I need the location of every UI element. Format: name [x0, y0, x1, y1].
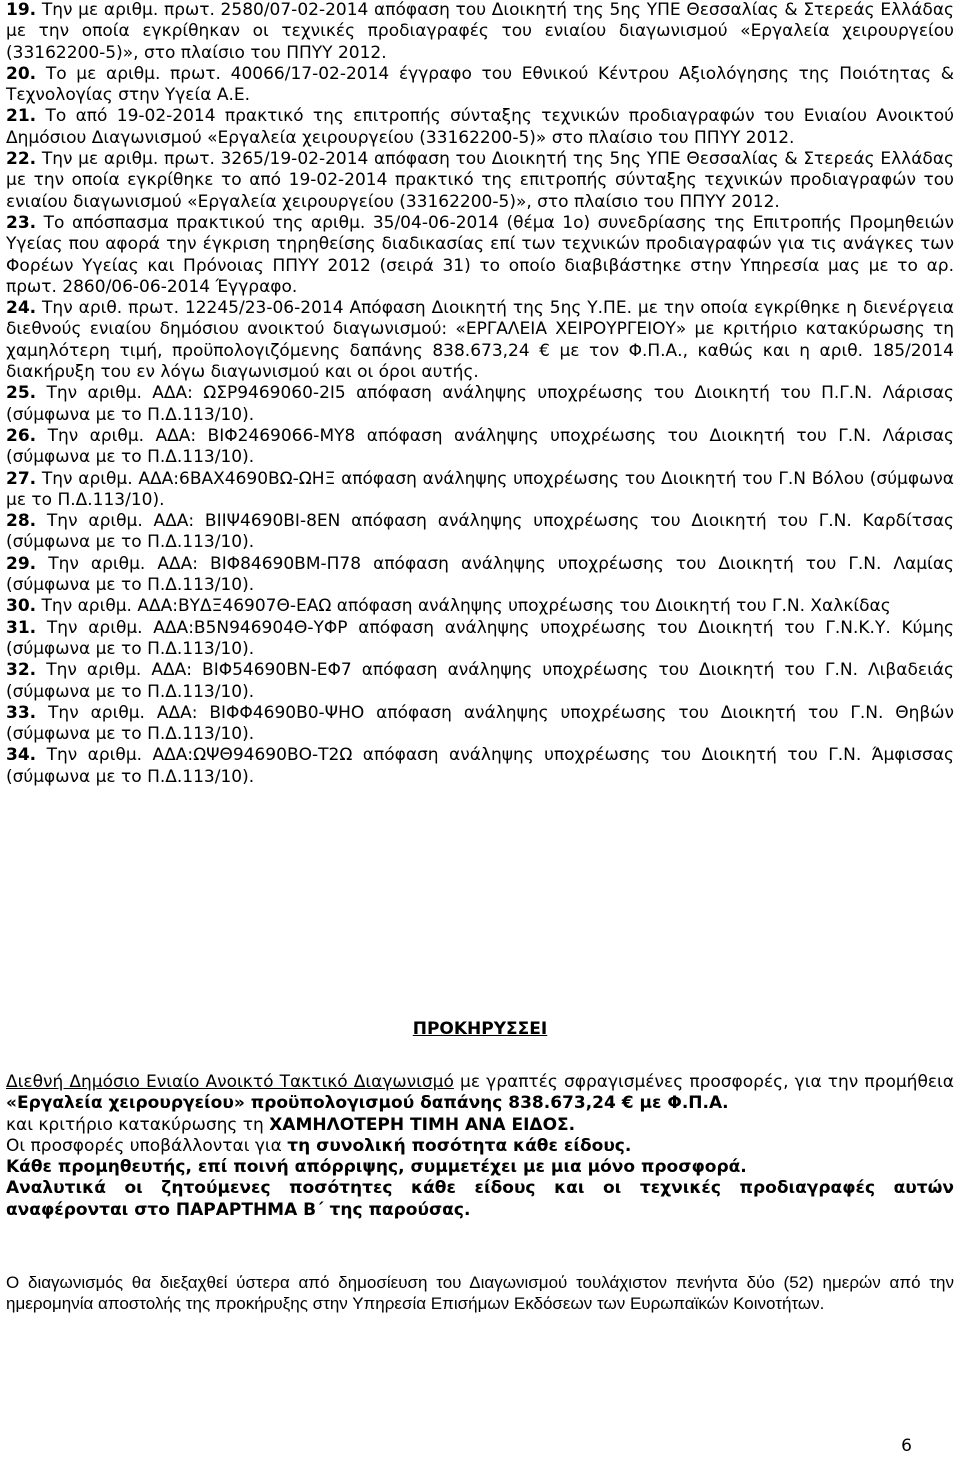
- list-item: [6, 106, 954, 149]
- item-text: Την με αριθμ. πρωτ. 3265/19-02-2014 απόφαση του Διοικητή της 5ης ΥΠΕ Θεσσαλίας & Στερεάς Ελλάδας με την οποία εγκρίθηκε το από 19-02-2014 πρακτικό της επιτροπής σύνταξης τεχνικών προδιαγραφών του ενιαίου διαγωνισμού «Εργαλεία χειρουργείου (33162200-5)», στο πλαίσιο του ΠΠΥΥ 2012.: [6, 149, 954, 212]
- considerations-list: [6, 0, 954, 788]
- quantity-value: τη συνολική ποσότητα κάθε είδους.: [287, 1135, 632, 1156]
- list-item: [6, 426, 954, 469]
- list-item: [6, 64, 954, 107]
- item-number: 33.: [6, 702, 37, 723]
- final-paragraph: Ο διαγωνισμός θα διεξαχθεί ύστερα από δημοσίευση του Διαγωνισμού τουλάχιστον πενήντα δύο (52) ημερών από την ημερομηνία αποστολής της προκήρυξης στην Υπηρεσία Επισήμων Εκδόσεων των Ευρωπαϊκών Κοινοτήτων.: [6, 1273, 954, 1314]
- criterion-text: και κριτήριο κατακύρωσης τη: [6, 1114, 270, 1135]
- page-number: 6: [901, 1436, 912, 1456]
- proclamation-paragraph: [6, 1136, 954, 1157]
- item-number: 25.: [6, 383, 37, 404]
- item-number: 29.: [6, 553, 37, 574]
- proclamation-paragraph: [6, 1115, 954, 1136]
- item-text: Το απόσπασμα πρακτικού της αριθμ. 35/04-06-2014 (θέμα 1ο) συνεδρίασης της Επιτροπής Προμηθειών Υγείας που αφορά την έγκριση τηρηθείσης διαδικασίας επί των τεχνικών προδιαγραφών για τις ανάγκες των Φορέων Υγείας και Πρόνοιας ΠΠΥΥ 2012 (σειρά 31) το οποίο διαβιβάστηκε στην Υπηρεσία μας με το αρ. πρωτ. 2860/06-06-2014 Έγγραφο.: [6, 212, 955, 297]
- list-item: [6, 469, 954, 512]
- list-item: [6, 213, 954, 298]
- item-text: Την με αριθμ. πρωτ. 2580/07-02-2014 απόφαση του Διοικητή της 5ης ΥΠΕ Θεσσαλίας & Στερεάς Ελλάδας με την οποία εγκρίθηκαν οι τεχνικές προδιαγραφές του ενιαίου διαγωνισμού «Εργαλεία χειρουργείου (33162200-5)», στο πλαίσιο του ΠΠΥΥ 2012.: [6, 0, 954, 63]
- item-text: Το από 19-02-2014 πρακτικό της επιτροπής σύνταξης τεχνικών προδιαγραφών του Ενιαίου Ανοικτού Δημόσιου Διαγωνισμού «Εργαλεία χειρουργείου (33162200-5)» στο πλαίσιο του ΠΠΥΥ 2012.: [6, 106, 955, 148]
- list-item: [6, 745, 954, 788]
- proclamation-heading: ΠΡΟΚΗΡΥΣΣΕΙ: [412, 1019, 548, 1039]
- list-item: [6, 596, 954, 617]
- item-number: 26.: [6, 425, 37, 446]
- list-item: [6, 618, 954, 661]
- list-item: [6, 383, 954, 426]
- list-item: [6, 0, 954, 64]
- item-number: 28.: [6, 511, 37, 532]
- item-text: Την αριθμ. ΑΔΑ:ΩΨΘ94690ΒΟ-Τ2Ω απόφαση ανάληψης υποχρέωσης του Διοικητή του Γ.Ν. Άμφισσας (σύμφωνα με το Π.Δ.113/10).: [6, 745, 955, 787]
- item-text: Την αριθμ. ΑΔΑ: ΒΙΙΨ4690ΒΙ-8ΕΝ απόφαση ανάληψης υποχρέωσης του Διοικητή του Γ.Ν. Καρδίτσας (σύμφωνα με το Π.Δ.113/10).: [6, 511, 955, 553]
- item-number: 22.: [6, 149, 37, 170]
- quantity-text: Οι προσφορές υποβάλλονται για: [6, 1135, 288, 1156]
- item-text: Το με αριθμ. πρωτ. 40066/17-02-2014 έγγραφο του Εθνικού Κέντρου Αξιολόγησης της Ποιότητας & Τεχνολογίας στην Υγεία Α.Ε.: [6, 63, 955, 106]
- list-item: [6, 660, 954, 703]
- list-item: [6, 298, 954, 383]
- proclamation-body: [6, 1072, 954, 1221]
- item-number: 32.: [6, 660, 37, 681]
- item-text: Την αριθ. πρωτ. 12245/23-06-2014 Απόφαση Διοικητή της 5ης Υ.ΠΕ. με την οποία εγκρίθηκε η διενέργεια διεθνούς ενιαίου δημόσιου ανοικτού διαγωνισμού: «ΕΡΓΑΛΕΙΑ ΧΕΙΡΟΥΡΓΕΙΟΥ» με κριτήριο κατακύρωσης τη χαμηλότερη τιμή, προϋπολογιζόμενης δαπάνης 838.673,24 € με τον Φ.Π.Α., καθώς και η αριθ. 185/2014 διακήρυξη του εν λόγω διαγωνισμού και οι όροι αυτής.: [6, 298, 954, 383]
- item-number: 20.: [6, 63, 37, 84]
- tender-text: με γραπτές σφραγισμένες προσφορές, για την προμήθεια: [453, 1072, 954, 1092]
- proclamation-paragraph: Αναλυτικά οι ζητούμενες ποσότητες κάθε είδους και οι τεχνικές προδιαγραφές αυτών αναφέρονται στο ΠΑΡΑΡΤΗΜΑ Β΄ της παρούσας.: [6, 1178, 954, 1220]
- item-number: 19.: [6, 0, 37, 20]
- criterion-value: ΧΑΜΗΛΟΤΕΡΗ ΤΙΜΗ ΑΝΑ ΕΙΔΟΣ.: [269, 1114, 576, 1135]
- item-number: 31.: [6, 617, 37, 638]
- item-text: Την αριθμ. ΑΔΑ: ΒΙΦ2469066-ΜΥ8 απόφαση ανάληψης υποχρέωσης του Διοικητή του Γ.Ν. Λάρισας (σύμφωνα με το Π.Δ.113/10).: [6, 425, 955, 468]
- list-item: [6, 703, 954, 746]
- list-item: [6, 554, 954, 597]
- item-number: 30.: [6, 596, 37, 617]
- tender-type: Διεθνή Δημόσιο Ενιαίο Ανοικτό Τακτικό Διαγωνισμό: [6, 1072, 454, 1092]
- item-text: Την αριθμ. ΑΔΑ:Β5Ν946904Θ-ΥΦΡ απόφαση ανάληψης υποχρέωσης του Διοικητή του Γ.Ν.Κ.Υ. Κύμης (σύμφωνα με το Π.Δ.113/10).: [6, 617, 954, 659]
- item-number: 34.: [6, 745, 37, 766]
- item-number: 24.: [6, 298, 37, 319]
- item-text: Την αριθμ. ΑΔΑ: ΒΙΦΦ4690Β0-ΨΗΟ απόφαση ανάληψης υποχρέωσης του Διοικητή του Γ.Ν. Θηβών (σύμφωνα με το Π.Δ.113/10).: [6, 702, 954, 745]
- item-text: Την αριθμ. ΑΔΑ: ΒΙΦ54690ΒΝ-ΕΦ7 απόφαση ανάληψης υποχρέωσης του Διοικητή του Γ.Ν. Λιβαδειάς (σύμφωνα με το Π.Δ.113/10).: [6, 660, 955, 702]
- item-text: Την αριθμ. ΑΔΑ:6ΒΑΧ4690ΒΩ-ΩΗΞ απόφαση ανάληψης υποχρέωσης του Διοικητή του Γ.Ν Βόλου (σύμφωνα με το Π.Δ.113/10).: [6, 468, 955, 510]
- list-item: [6, 511, 954, 554]
- item-number: 21.: [6, 106, 37, 127]
- item-number: 23.: [6, 212, 37, 233]
- proclamation-paragraph: [6, 1072, 954, 1115]
- proclamation-paragraph: Κάθε προμηθευτής, επί ποινή απόρριψης, συμμετέχει με μια μόνο προσφορά.: [6, 1157, 747, 1178]
- list-item: [6, 149, 954, 213]
- tender-subject: «Εργαλεία χειρουργείου» προϋπολογισμού δαπάνης 838.673,24 € με Φ.Π.Α.: [6, 1093, 729, 1114]
- item-text: Την αριθμ. ΑΔΑ:ΒΥΔΞ46907Θ-ΕΑΩ απόφαση ανάληψης υποχρέωσης του Διοικητή του Γ.Ν. Χαλκίδας: [41, 596, 891, 617]
- item-number: 27.: [6, 468, 37, 489]
- item-text: Την αριθμ. ΑΔΑ: ΒΙΦ84690ΒΜ-Π78 απόφαση ανάληψης υποχρέωσης του Διοικητή του Γ.Ν. Λαμίας (σύμφωνα με το Π.Δ.113/10).: [6, 553, 954, 596]
- item-text: Την αριθμ. ΑΔΑ: ΩΣΡ9469060-2Ι5 απόφαση ανάληψης υποχρέωσης του Διοικητή του Π.Γ.Ν. Λάρισας (σύμφωνα με το Π.Δ.113/10).: [6, 383, 954, 425]
